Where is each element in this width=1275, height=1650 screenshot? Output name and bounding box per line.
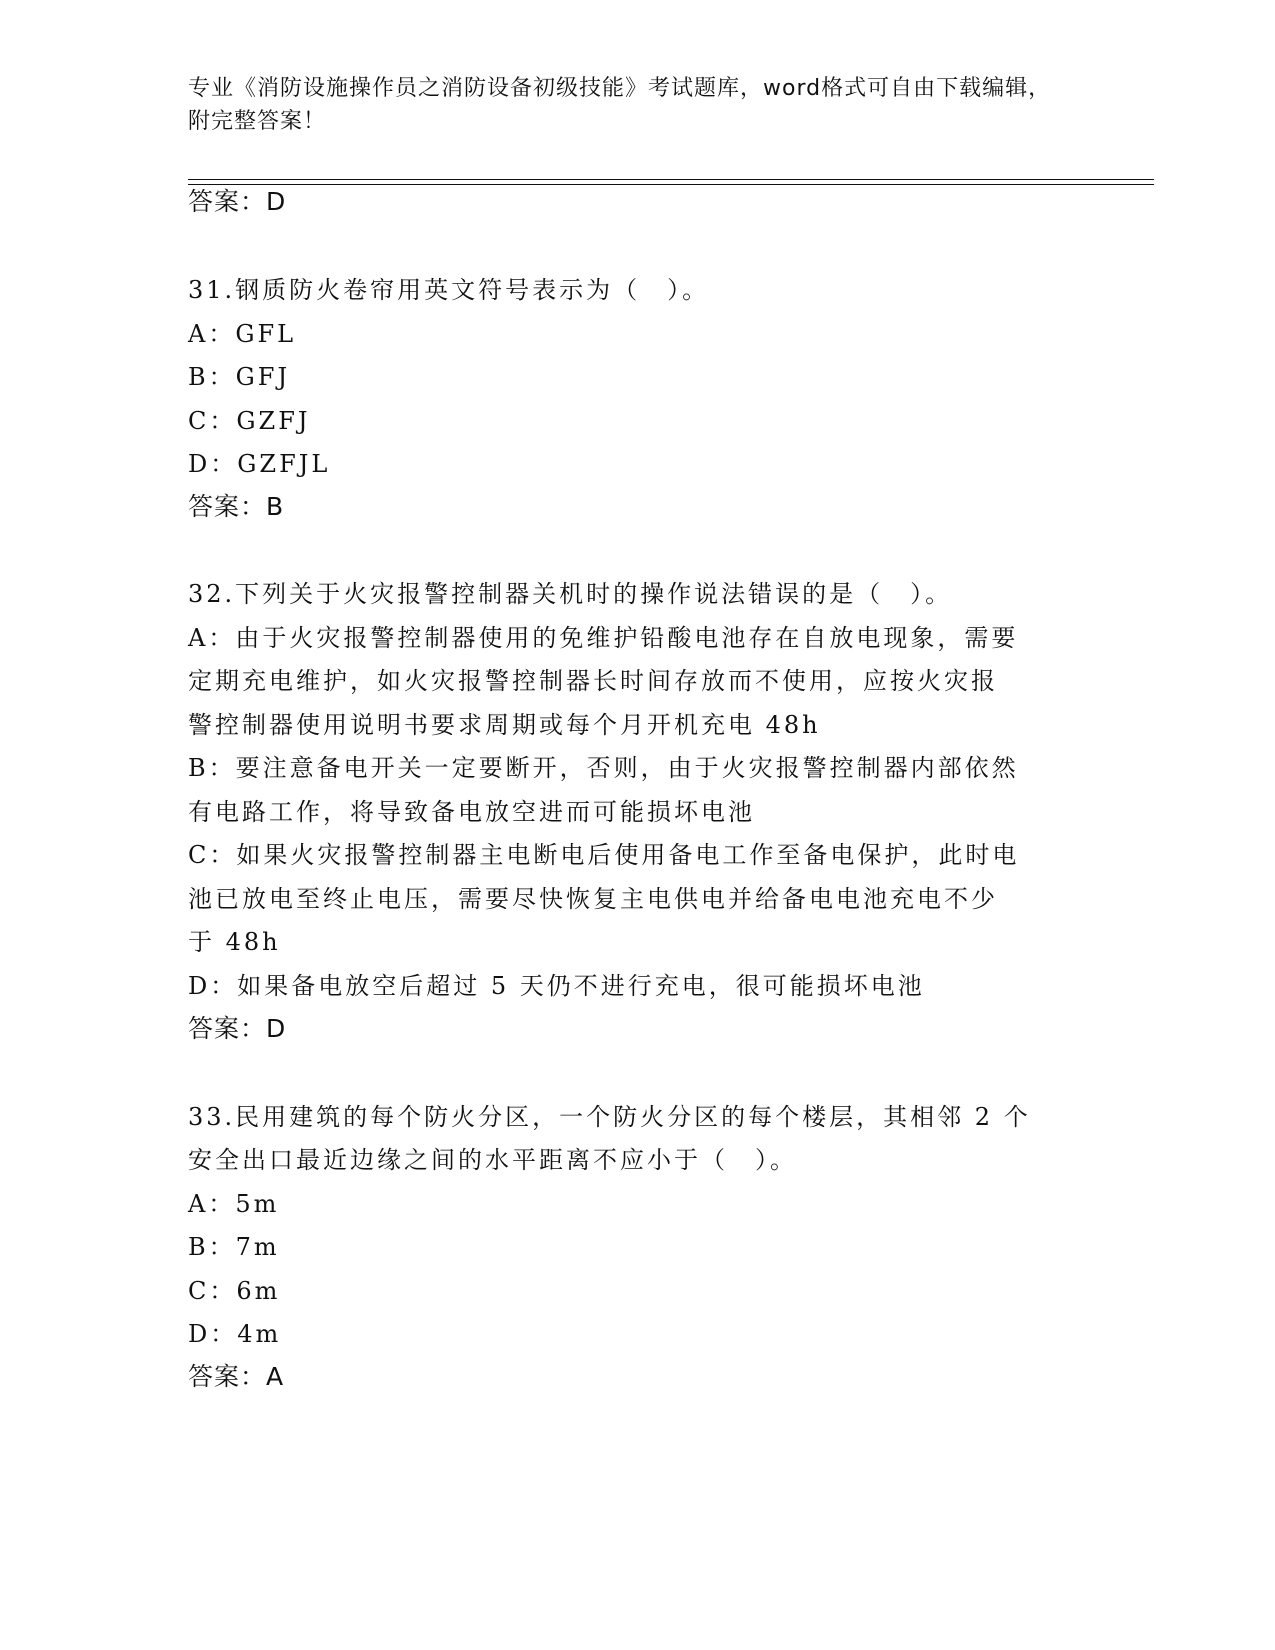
- question-32-option-d: D：如果备电放空后超过 5 天仍不进行充电，很可能损坏电池: [188, 972, 925, 1000]
- answer-33: 答案：A: [188, 1362, 285, 1391]
- question-32-option-c-line2: 池已放电至终止电压，需要尽快恢复主电供电并给备电电池充电不少: [188, 885, 998, 913]
- document-header: 专业《消防设施操作员之消防设备初级技能》考试题库，word格式可自由下载编辑，附完整答案！: [188, 76, 1052, 134]
- question-32-option-a-line2: 定期充电维护，如火灾报警控制器长时间存放而不使用，应按火灾报: [188, 667, 998, 695]
- question-32-option-b-line1: B：要注意备电开关一定要断开，否则，由于火灾报警控制器内部依然: [188, 754, 1019, 782]
- question-32-option-b-line2: 有电路工作，将导致备电放空进而可能损坏电池: [188, 798, 755, 826]
- answer-30: 答案：D: [188, 187, 287, 216]
- question-33-option-b: B：7m: [188, 1233, 280, 1261]
- question-33-stem-line2: 安全出口最近边缘之间的水平距离不应小于（ ）。: [188, 1146, 797, 1174]
- answer-32: 答案：D: [188, 1014, 287, 1043]
- question-31-option-a: A：GFL: [188, 320, 297, 348]
- question-31-stem: 31.钢质防火卷帘用英文符号表示为（ ）。: [188, 276, 710, 304]
- question-31-option-d: D：GZFJL: [188, 450, 331, 478]
- question-31-option-c: C：GZFJ: [188, 407, 311, 435]
- question-32-option-a-line3: 警控制器使用说明书要求周期或每个月开机充电 48h: [188, 711, 821, 739]
- question-32-option-c-line3: 于 48h: [188, 928, 281, 956]
- header-rule-top: [188, 179, 1154, 180]
- question-33-stem-line1: 33.民用建筑的每个防火分区，一个防火分区的每个楼层，其相邻 2 个: [188, 1103, 1031, 1131]
- header-rule-bottom: [188, 184, 1154, 185]
- question-33-option-a: A：5m: [188, 1190, 280, 1218]
- question-33-option-d: D：4m: [188, 1320, 282, 1348]
- question-32-option-c-line1: C：如果火灾报警控制器主电断电后使用备电工作至备电保护，此时电: [188, 841, 1020, 869]
- question-32-option-a-line1: A：由于火灾报警控制器使用的免维护铅酸电池存在自放电现象，需要: [188, 624, 1019, 652]
- answer-31: 答案：B: [188, 492, 285, 521]
- question-33-option-c: C：6m: [188, 1277, 281, 1305]
- question-31-option-b: B：GFJ: [188, 363, 291, 391]
- question-32-stem: 32.下列关于火灾报警控制器关机时的操作说法错误的是（ ）。: [188, 580, 953, 608]
